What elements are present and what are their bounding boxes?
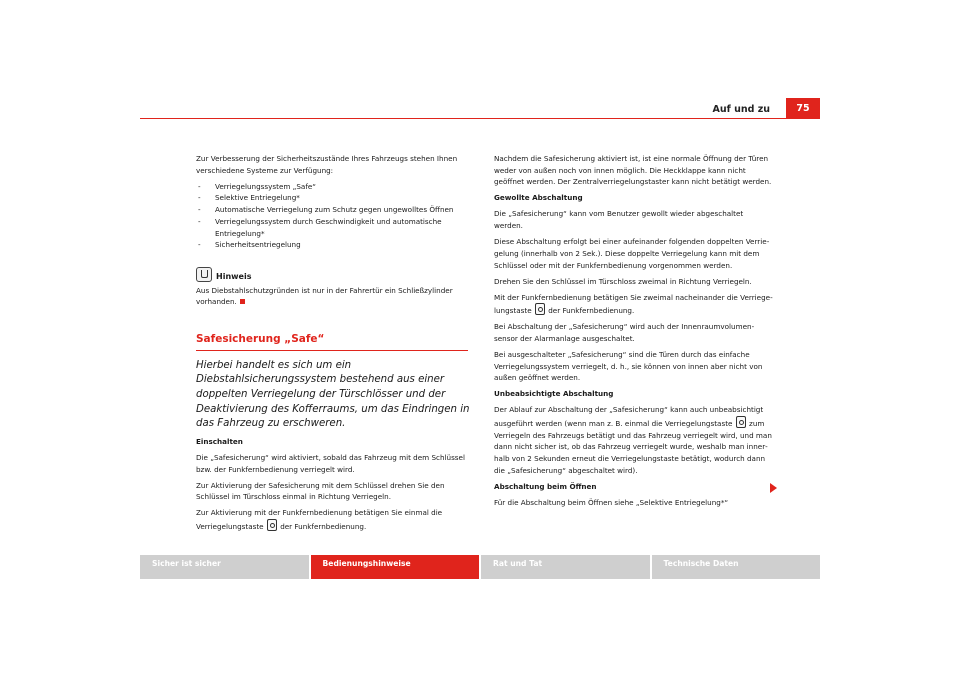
paragraph-part: der Funkfernbedienung. [548,306,635,316]
note-heading [196,267,471,283]
einschalten-heading: Einschalten [196,437,243,446]
paragraph: Bei ausgeschalteter „Safesicherung“ sind die Türen durch das einfache Verriegelungssystem verriegelt, d. h., sie können von innen aber nicht von außen geöffnet werden. [494,349,763,383]
paragraph-part: zum Verriegeln des Fahrzeugs betätigt und das Fahrzeug verriegelt wird, und man dann nicht sicher ist, ob das Fahrzeug verriegelt wurde, weshalb man innerhalb von 2 Sekunden erneut die Verriegelungstaste betätigt, wodurch dann die „Safesicherung“ abgeschaltet wird). [494,419,772,475]
paragraph-part: Zur Aktivierung mit der Funkfernbedienung betätigen Sie einmal die Verriegelungstaste [196,508,443,532]
paragraph [196,507,471,532]
tab-rat-und-tat[interactable]: Rat und Tat [481,555,650,579]
page-number: 75 [786,98,820,118]
paragraph [494,404,774,476]
continue-arrow-icon[interactable] [770,483,777,493]
tab-sicher-ist-sicher[interactable]: Sicher ist sicher [140,555,309,579]
header-rule [140,118,820,119]
paragraph-part: Mit der Funkfernbedienung betätigen Sie zweimal nacheinander die Verriegelungstaste [494,292,773,316]
tab-bedienungshinweise[interactable]: Bedienungshinweise [311,555,480,579]
lock-key-icon [736,416,746,428]
intro-paragraph: Zur Verbesserung der Sicherheitszustände Ihres Fahrzeugs stehen Ihnen verschiedene Systeme zur Verfügung: [196,154,458,175]
page-header-title: Auf und zu [712,104,770,115]
unbeabsichtigt-heading: Unbeabsichtigte Abschaltung [494,389,614,399]
paragraph: Diese Abschaltung erfolgt bei einer aufeinander folgenden doppelten Verriegelung (innerhalb von 2 Sek.). Diese doppelte Verriegelung kann mit dem Schlüssel oder mit der Funkfernbedienung vorgenommen werden. [494,237,770,270]
list-item: - Selektive Entriegelung* [196,192,471,204]
list-item: - Sicherheitsentriegelung [196,239,471,251]
paragraph: Für die Abschaltung beim Öffnen siehe „Selektive Entriegelung*“ [494,497,729,507]
lock-key-icon [267,519,277,531]
list-item: - Automatische Verriegelung zum Schutz gegen ungewolltes Öffnen [196,204,471,216]
paragraph: Die „Safesicherung“ wird aktiviert, sobald das Fahrzeug mit dem Schlüssel bzw. der Funkfernbedienung verriegelt wird. [196,453,465,474]
paragraph: Die „Safesicherung“ kann vom Benutzer gewollt wieder abgeschaltet werden. [494,209,744,231]
note-text [196,285,471,308]
lock-key-icon [535,303,545,315]
paragraph: Zur Aktivierung der Safesicherung mit dem Schlüssel drehen Sie den Schlüssel im Türschloss einmal in Richtung Verriegeln. [196,480,445,502]
paragraph-part: Der Ablauf zur Abschaltung der „Safesicherung“ kann auch unbeabsichtigt ausgeführt werden (wenn man z. B. einmal die Verriegelungstaste [494,405,764,429]
list-item: - Verriegelungssystem „Safe“ [196,181,471,193]
paragraph: Bei Abschaltung der „Safesicherung“ wird auch der Innenraumvolumensensor der Alarmanlage ausgeschaltet. [494,322,755,343]
left-column [196,153,471,537]
lead-paragraph: Hierbei handelt es sich um ein Diebstahlsicherungssystem bestehend aus einer doppelten Verriegelung der Türschlösser und der Deaktivierung des Kofferraums, um das Eindringen in das Fahrzeug zu erschweren. [196,359,470,430]
gewollte-heading: Gewollte Abschaltung [494,193,583,203]
paragraph-part: der Funkfernbedienung. [280,522,367,532]
list-item: - Verriegelungssystem durch Geschwindigkeit und automatische Entriegelung* [196,216,471,239]
note-title: Hinweis [216,271,252,281]
note-icon [196,267,212,282]
paragraph [494,292,774,317]
tab-technische-daten[interactable]: Technische Daten [652,555,821,579]
paragraph: Nachdem die Safesicherung aktiviert ist, ist eine normale Öffnung der Türen weder von außen noch von innen möglich. Die Heckklappe kann nicht geöffnet werden. Der Zentralverriegelungstaster kann nicht betätigt werden. [494,154,772,187]
end-marker-icon [240,299,245,304]
section-title: Safesicherung „Safe“ [196,333,325,346]
note-text-content: Aus Diebstahlschutzgründen ist nur in der Fahrertür ein Schließzylinder vorhanden. [196,285,453,307]
systems-list [196,181,471,251]
paragraph: Drehen Sie den Schlüssel im Türschloss zweimal in Richtung Verriegeln. [494,276,752,286]
section-rule [196,350,468,351]
right-column [494,153,774,513]
oeffnen-heading: Abschaltung beim Öffnen [494,481,597,491]
footer-nav [140,555,820,579]
